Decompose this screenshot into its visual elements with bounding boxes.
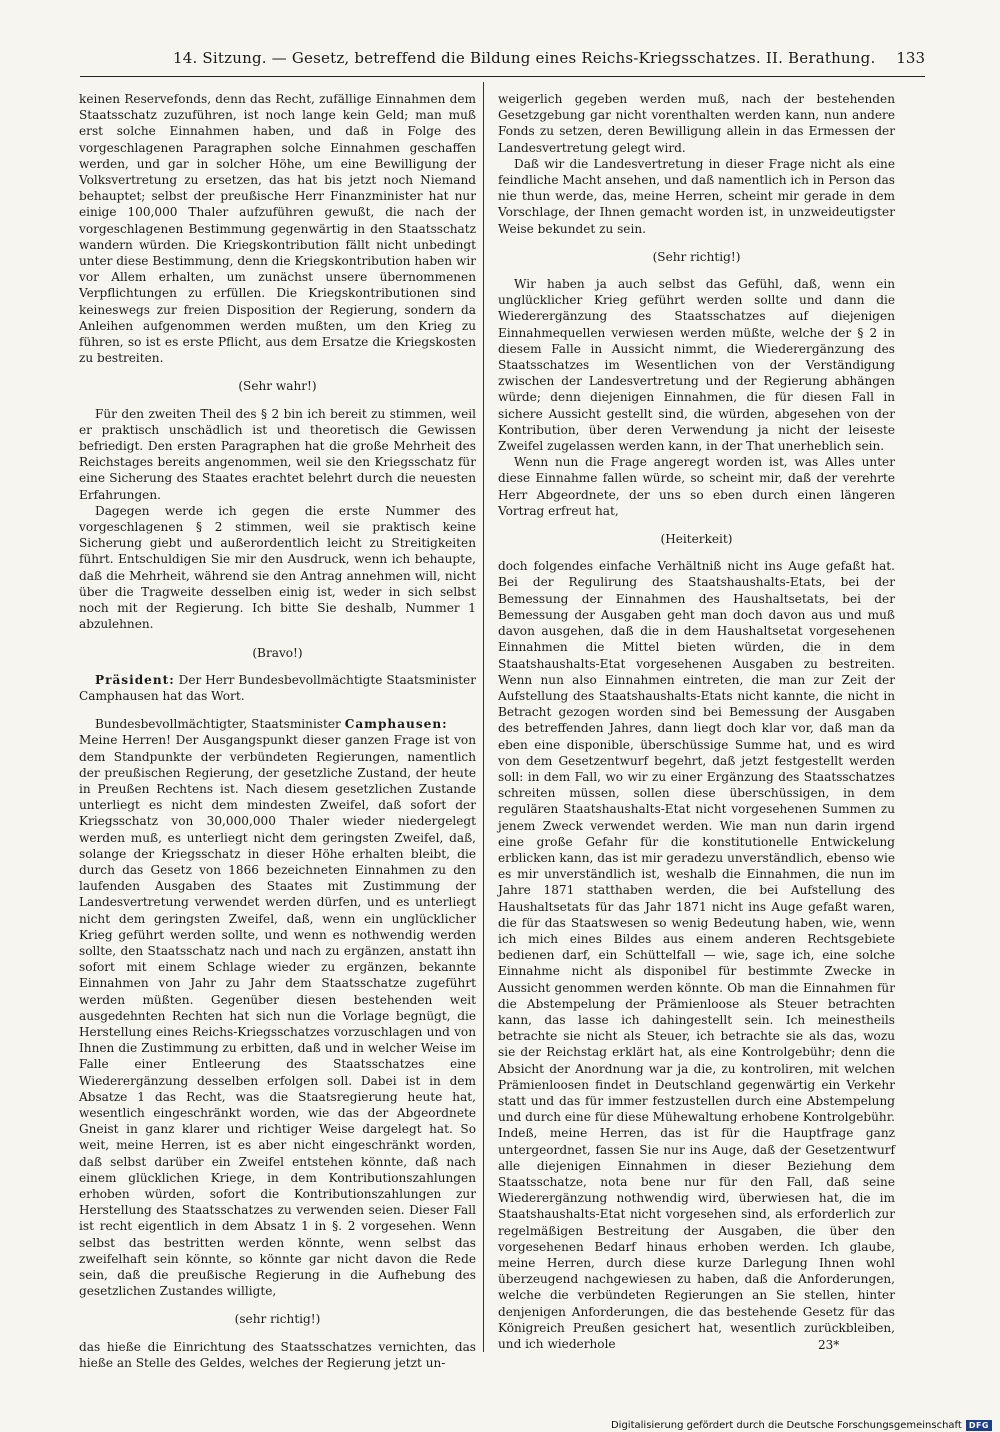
speaker-intro <box>79 716 476 732</box>
speaker-label: Präsident: <box>95 672 175 687</box>
right-column <box>498 91 895 1352</box>
paragraph: keinen Reservefonds, denn das Recht, zufällige Einnahmen dem Staatsschatz zuzuführen, ist noch lange kein Geld; man muß erst solche Einnahmen haben, und daß in Folge des vorgeschlagenen Paragraphen solche Einnahmen geschaffen werden, und gar in solcher Höhe, um eine Bewilligung der Volksvertretung zu ersetzen, das hat bis jetzt noch Niemand behauptet; selbst der preußische Herr Finanzminister hat nur einige 100,000 Thaler aufzuführen gewußt, die nach der vorgeschlagenen Bestimmung gegenwärtig in den Staatsschatz wandern würden. Die Kriegskontribution fällt nicht unbedingt unter diese Bestimmung, denn die Kriegskontribution haben wir vor Allem erhalten, um zunächst unsere übernommenen Verpflichtungen zu erfüllen. Die Kriegskontributionen sind keineswegs zur freien Disposition der Regierung, sondern da Anleihen aufgenommen werden mußten, um den Krieg zu führen, so ist es erste Pflicht, aus dem Ersatze die Kriegskosten zu bestreiten. <box>79 92 476 366</box>
signature-mark: 23* <box>818 1338 840 1352</box>
page-number: 133 <box>896 49 925 67</box>
interjection: (Bravo!) <box>252 645 303 660</box>
paragraph: doch folgendes einfache Verhältniß nicht ins Auge gefaßt hat. Bei der Regulirung des Staatshaushalts-Etats, bei der Bemessung der Einnahmen des Haushaltsetats, bei der Bemessung der Ausgaben geht man doch davon aus und muß davon ausgehen, daß die in dem Haushaltsetat vorgesehenen Einnahmen die Mittel bieten würden, die in dem Staatshaushalts-Etat vorgesehenen Ausgaben zu bestreiten. Wenn nun also Einnahmen eintreten, die man zur Zeit der Aufstellung des Staatshaushalts-Etats nicht kannte, die nicht in Betracht gezogen worden sind bei Bemessung der Ausgaben des betreffenden Jahres, dann liegt doch klar vor, daß man da eben eine disponible, überschüssige Summe hat, und es wird von dem Gesetzentwurf begehrt, daß jetzt festgestellt werden soll: in dem Fall, wo wir zu einer Ergänzung des Staatsschatzes schreiten müssen, sollen diese überschüssigen, in dem regulären Staatshaushalts-Etat nicht vorgesehenen Summen zu jenem Zweck verwendet werden. Wie man nun darin irgend eine große Gefahr für die konstitutionelle Entwickelung erblicken kann, das ist mir geradezu unverständlich, ebenso wie es mir unverständlich ist, weshalb die Einnahmen, die nun im Jahre 1871 statthaben werden, die bei Aufstellung des Haushaltsetats für das Jahr 1871 nicht ins Auge gefaßt waren, die für das Staatswesen so wenig Bedeutung haben, wie, wenn ich mich eines Bildes aus einem anderen Rechtsgebiete bedienen darf, ein Schüttelfall — wie, sage ich, eine solche Einnahme nicht als disponibel für bestimmte Zwecke in Aussicht genommen werden könnte. Ob man die Einnahmen für die Abstempelung der Prämienloose als Steuer betrachten kann, das lasse ich dahingestellt sein. Ich meinestheils betrachte sie nicht als Steuer, ich betrachte sie als das, wozu sie der Reichstag erklärt hat, als eine Kontrolgebühr; denn die Absicht der Anordnung war ja die, zu kontroliren, mit welchen Prämienloosen findet in Deutschland gegenwärtig ein Verkehr statt und das für immer festzustellen durch eine Abstempelung und durch eine für diese Mühewaltung erhobene Kontrolgebühr. Indeß, meine Herren, das ist für die Hauptfrage ganz untergeordnet, fassen Sie nur ins Auge, daß der Gesetzentwurf alle diejenigen Einnahmen in dieser Beziehung dem Staatsschatze, nota bene nur für den Fall, daß seine Wiederergänzung nothwendig wird, überwiesen hat, die im Staatshaushalts-Etat nicht vorgesehen sind, als erforderlich zur regelmäßigen Bestreitung der Ausgaben, die über den vorgesehenen Bedarf hinaus erhoben werden. Ich glaube, meine Herren, durch diese kurze Darlegung Ihnen wohl überzeugend nachgewiesen zu haben, daß die Anforderungen, welche die verbündeten Regierungen an Sie stellen, hinter denjenigen Anforderungen, die das bestehende Gesetz für das Königreich Preußen gesichert hat, wesentlich zurückbleiben, und ich wiederhole <box>498 559 895 1352</box>
statement-text: Der Herr Bundesbevollmächtigte Staatsminister Camphausen hat das Wort. <box>79 672 476 703</box>
paragraph: Meine Herren! Der Ausgangspunkt dieser ganzen Frage ist von dem Standpunkte der verbündeten Regierungen, namentlich der preußischen Regierung, der gesetzliche Zustand, der heute in Preußen Rechtens ist. Nach diesem gesetzlichen Zustande unterliegt es nicht dem mindesten Zweifel, daß sofort der Kriegsschatz von 30,000,000 Thaler wieder niedergelegt werden muß, es unterliegt nicht dem geringsten Zweifel, daß, solange der Kriegsschatz in dieser Höhe erhalten bleibt, die durch das Gesetz von 1866 bezeichneten Einnahmen zu den laufenden Ausgaben des Staates mit Zustimmung der Landesvertretung verwendet werden dürfen, und es unterliegt nicht dem geringsten Zweifel, daß, wenn ein unglücklicher Krieg geführt werden sollte, und wenn es nothwendig werden sollte, den Staatsschatz nach und nach zu ergänzen, anstatt ihn sofort mit einem Schlage wieder zu ergänzen, bekannte Einnahmen von Jahr zu Jahr dem Staatsschatze zugeführt werden müßten. Gegenüber diesen bestehenden weit ausgedehnten Rechten hat sich nun die Vorlage begnügt, die Herstellung eines Reichs-Kriegsschatzes vorzuschlagen und von Ihnen die Zustimmung zu erbitten, daß und in welcher Weise im Falle einer Entleerung des Staatsschatzes eine Wiederergänzung desselben erfolgen soll. Dabei ist in dem Absatze 1 das Recht, was die Staatsregierung heute hat, wesentlich eingeschränkt worden, wie das der Abgeordnete Gneist in ganz klarer und richtiger Weise dargelegt hat. So weit, meine Herren, ist es aber nicht eingeschränkt worden, daß selbst darüber ein Zweifel entstehen könnte, daß nach einem glücklichen Kriege, in dem Kontributionszahlungen erhoben würden, sofort die Kontributionszahlungen zur Herstellung des Staatsschatzes zu verwenden seien. Dieser Fall ist recht eigentlich in dem Absatz 1 in §. 2 vorgesehen. Wenn selbst das bestritten werden könnte, wenn selbst das zweifelhaft sein könnte, so könnte gar nicht davon die Rede sein, daß die preußische Regierung in die Aufhebung des gesetzlichen Zustandes willigte, <box>79 733 476 1299</box>
column-divider <box>483 82 484 1352</box>
running-title: 14. Sitzung. — Gesetz, betreffend die Bildung eines Reichs-Kriegsschatzes. II. Berathung. <box>173 49 876 67</box>
interjection: (Sehr richtig!) <box>652 249 741 264</box>
speaker-role: Bundesbevollmächtigter, Staatsminister <box>95 717 341 732</box>
interjection: (Heiterkeit) <box>660 532 733 547</box>
interjection: (Sehr wahr!) <box>238 379 317 394</box>
paragraph: Wenn nun die Frage angeregt worden ist, was Alles unter diese Einnahme fallen würde, so scheint mir, daß der verehrte Herr Abgeordnete, der uns so eben durch einen längeren Vortrag erfreut hat, <box>498 455 895 518</box>
left-column <box>79 91 476 1371</box>
president-statement <box>79 672 476 704</box>
footer <box>611 1419 992 1432</box>
paragraph: Dagegen werde ich gegen die erste Nummer des vorgeschlagenen § 2 stimmen, weil sie praktisch keine Sicherung giebt und außerordentlich leicht zu Streitigkeiten führt. Entschuldigen Sie mir den Ausdruck, wenn ich behaupte, daß die Mehrheit, während sie den Antrag annehmen will, nicht über die Tragweite desselben einig ist, weder in sich selbst noch mit der Regierung. Ich bitte Sie deshalb, Nummer 1 abzulehnen. <box>79 503 476 632</box>
speaker-name: Camphausen: <box>344 717 448 732</box>
paragraph: Daß wir die Landesvertretung in dieser Frage nicht als eine feindliche Macht ansehen, und daß namentlich ich in Person das nie thun werde, das, meine Herren, scheint mir gerade in dem Vorschlage, der Ihnen gemacht worden ist, in unzweideutigster Weise bekundet zu sein. <box>498 156 896 236</box>
paragraph: Wir haben ja auch selbst das Gefühl, daß, wenn ein unglücklicher Krieg geführt werden sollte und dann die Wiederergänzung des Staatsschatzes auf diejenigen Einnahmequellen verwiesen werden müßte, welche der § 2 in diesem Falle in Aussicht nimmt, die Wiederergänzung des Staatsschatzes im Wesentlichen von der Verständigung zwischen der Landesvertretung und der Regierung abhängen würde; denn diejenigen Einnahmen, die für diesen Fall in sichere Aussicht gestellt sind, die würden, abgesehen von der Kontribution, über deren Verwendung ja nicht der leiseste Zweifel zugelassen werden kann, in der That unerheblich sein. <box>498 277 895 454</box>
header-rule <box>80 76 925 77</box>
interjection: (sehr richtig!) <box>234 1312 321 1327</box>
funding-note: Digitalisierung gefördert durch die Deutsche Forschungsgemeinschaft <box>610 1420 962 1431</box>
paragraph: das hieße die Einrichtung des Staatsschatzes vernichten, das hieße an Stelle des Geldes, welches der Regierung jetzt un- <box>79 1339 476 1370</box>
dfg-logo: DFG <box>966 1420 992 1431</box>
paragraph: weigerlich gegeben werden muß, nach der bestehenden Gesetzgebung gar nicht vorenthalten werden kann, nun andere Fonds zu setzen, deren Bewilligung allein in das Ermessen der Landesvertretung gelegt wird. <box>498 92 895 155</box>
page-header <box>80 49 925 73</box>
paragraph: Für den zweiten Theil des § 2 bin ich bereit zu stimmen, weil er praktisch unschädlich ist und theoretisch die Gewissen befriedigt. Den ersten Paragraphen hat die große Mehrheit des Reichstages bereits angenommen, weil sie den Kriegsschatz für eine Sicherung des Staates erachtet belehrt durch die neuesten Erfahrungen. <box>79 406 476 502</box>
